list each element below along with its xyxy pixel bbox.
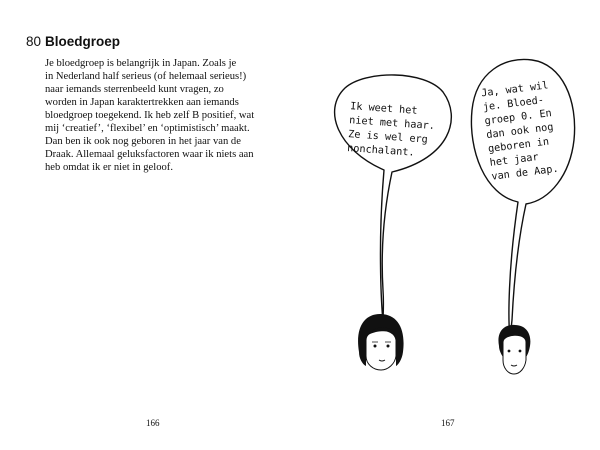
paragraph-line: mij ‘creatief’, ‘flexibel’ en ‘optimistisch’ maakt. [45, 123, 250, 134]
chapter-number: 80 [26, 34, 42, 49]
chapter-title: Bloedgroep [45, 34, 121, 49]
paragraph-line: bloedgroep toegekend. Ik heb zelf B positief, wat [45, 110, 255, 121]
page-number-left: 166 [146, 418, 160, 428]
girl-head-left-icon [358, 314, 404, 370]
speech-right-text: Ja, wat wil je. Bloed- groep 0. En dan ook nog geboren in het jaar van de Aap. [480, 80, 560, 183]
paragraph-line: in Nederland half serieus (of helemaal serieus!) [45, 71, 247, 82]
speech-left-text: Ik weet het niet met haar. Ze is wel erg nonchalant. [346, 101, 436, 159]
right-page [300, 0, 600, 450]
paragraph-line: worden in Japan karaktertrekken aan iemands [45, 97, 239, 108]
paragraph-line: Je bloedgroep is belangrijk in Japan. Zoals je [45, 58, 237, 69]
body-paragraph [45, 57, 280, 174]
chapter-heading [26, 34, 120, 49]
boy-head-right-icon [498, 325, 530, 374]
paragraph-line: Dan ben ik ook nog geboren in het jaar van de [45, 136, 241, 147]
illustration [300, 0, 600, 450]
paragraph-line: naar iemands sterrenbeeld kunt vragen, zo [45, 84, 224, 95]
paragraph-line: heb omdat ik er niet in geloof. [45, 162, 173, 173]
paragraph-line: Draak. Allemaal geluksfactoren waar ik niets aan [45, 149, 254, 160]
page-number-right: 167 [441, 418, 455, 428]
